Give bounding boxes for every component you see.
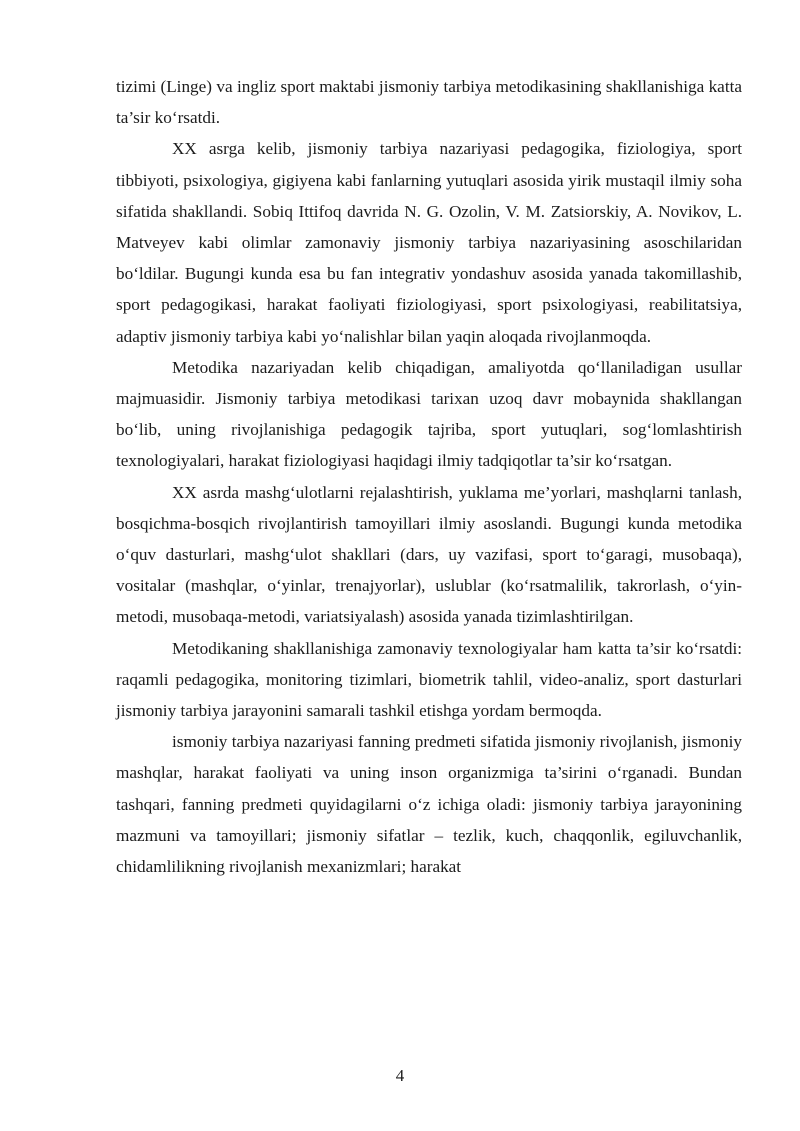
- paragraph-3: Metodika nazariyadan kelib chiqadigan, amaliyotda qo‘llaniladigan usullar majmuasidir. Jismoniy tarbiya metodikasi tarixan uzoq davr mobaynida shakllangan bo‘lib, uning rivojlanishiga pedagogik tajriba, sport yutuqlari, sog‘lomlashtirish texnologiyalari, harakat fiziologiyasi haqidagi ilmiy tadqiqotlar ta’sir ko‘rsatgan.: [116, 357, 742, 471]
- paragraph-5: Metodikaning shakllanishiga zamonaviy texnologiyalar ham katta ta’sir ko‘rsatdi: raqamli pedagogika, monitoring tizimlari, biometrik tahlil, video-analiz, sport dasturlari jismoniy tarbiya jarayonini samarali tashkil etishga yordam bermoqda.: [116, 638, 742, 721]
- paragraph-2: XX asrga kelib, jismoniy tarbiya nazariyasi pedagogika, fiziologiya, sport tibbiyoti, psixologiya, gigiyena kabi fanlarning yutuqlari asosida yirik mustaqil ilmiy soha sifatida shakllandi. Sobiq Ittifoq davrida N. G. Ozolin, V. M. Zatsiorskiy, A. Novikov, L. Matveyev kabi olimlar zamonaviy jismoniy tarbiya nazariyasining asoschilaridan bo‘ldilar. Bugungi kunda esa bu fan integrativ yondashuv asosida yanada takomillashib, sport pedagogikasi, harakat faoliyati fiziologiyasi, sport psixologiyasi, reabilitatsiya, adaptiv jismoniy tarbiya kabi yo‘nalishlar bilan yaqin aloqada rivojlanmoqda.: [116, 139, 742, 346]
- paragraph-6: ismoniy tarbiya nazariyasi fanning predmeti sifatida jismoniy rivojlanish, jismoniy mashqlar, harakat faoliyati va uning inson organizmiga ta’sirini o‘rganadi. Bundan tashqari, fanning predmeti quyidagilarni o‘z ichiga oladi: jismoniy tarbiya jarayonining mazmuni va tamoyillari; jismoniy sifatlar – tezlik, kuch, chaqqonlik, egiluvchanlik, chidamlilikning rivojlanish mexanizmlari; harakat: [116, 732, 742, 877]
- page-number: 4: [395, 1066, 405, 1085]
- text-body: [116, 71, 742, 882]
- paragraph-4: XX asrda mashg‘ulotlarni rejalashtirish, yuklama me’yorlari, mashqlarni tanlash, bosqichma-bosqich rivojlantirish tamoyillari ilmiy asoslandi. Bugungi kunda metodika o‘quv dasturlari, mashg‘ulot shakllari (dars, uy vazifasi, sport to‘garagi, musobaqa), vositalar (mashqlar, o‘yinlar, trenajyorlar), uslublar (ko‘rsatmalilik, takrorlash, o‘yin-metodi, musobaqa-metodi, variatsiyalash) asosida yanada tizimlashtirilgan.: [116, 482, 742, 627]
- paragraph-1: tizimi (Linge) va ingliz sport maktabi jismoniy tarbiya metodikasining shakllanishiga katta ta’sir ko‘rsatdi.: [116, 77, 742, 128]
